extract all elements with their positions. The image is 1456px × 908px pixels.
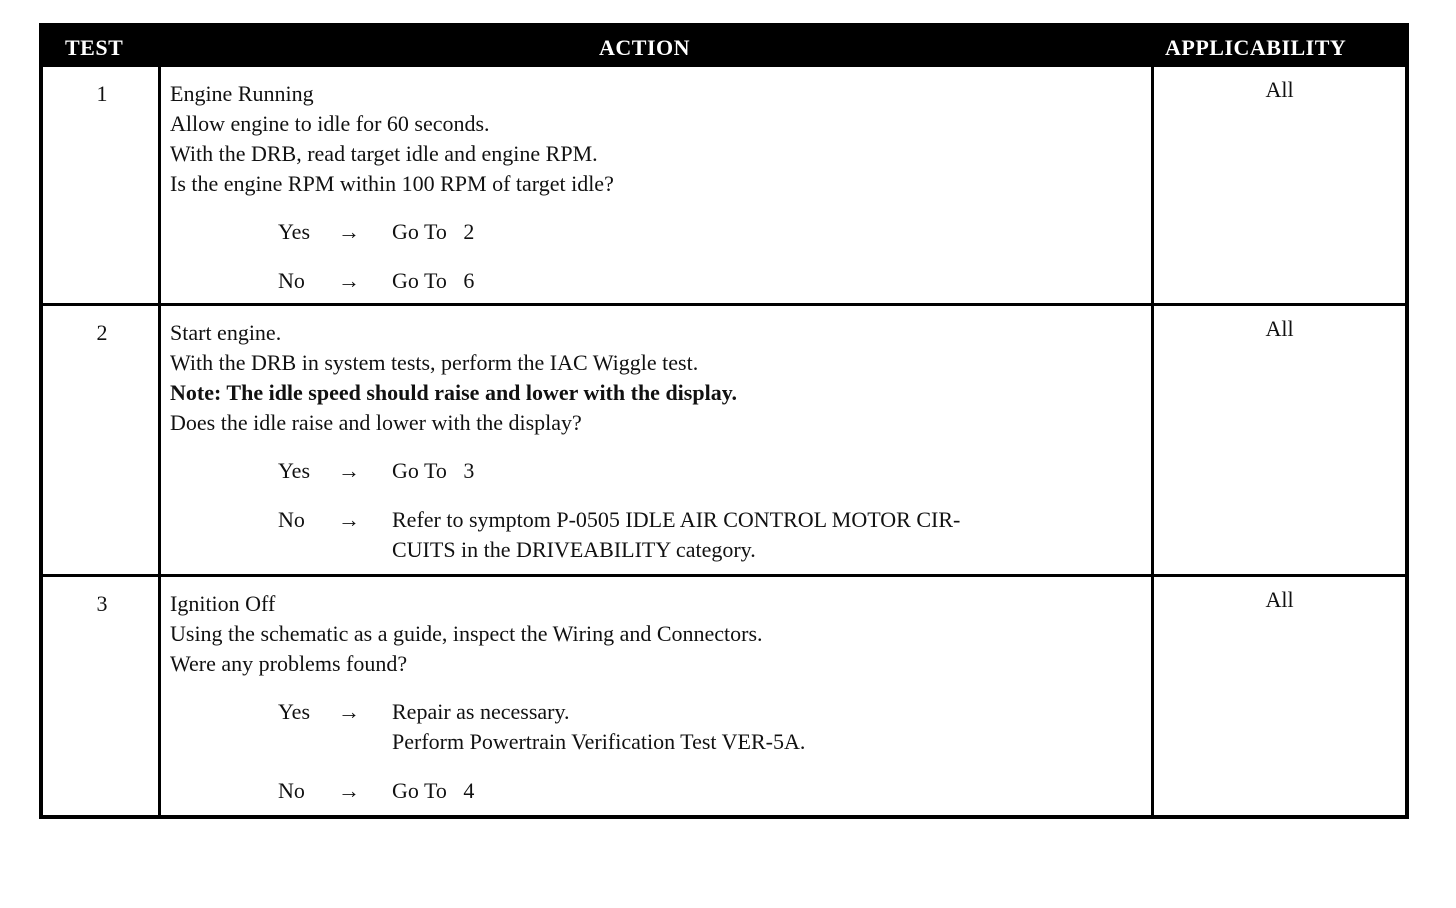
action-line: Using the schematic as a guide, inspect the Wiring and Connectors. [170, 621, 763, 646]
test-number: 1 [96, 81, 108, 106]
arrow-icon: → [338, 458, 360, 483]
arrow-icon: → [338, 219, 360, 244]
test-number: 2 [96, 320, 108, 345]
arrow-icon: → [338, 699, 360, 724]
result-text [392, 776, 1143, 806]
result-text-line: Go To 6 [392, 268, 475, 293]
result-list [170, 217, 1143, 296]
result-label: No [278, 268, 305, 293]
result-text-line: Refer to symptom P-0505 IDLE AIR CONTROL MOTOR CIR- [392, 507, 961, 532]
result-text-line: Go To 4 [392, 778, 475, 803]
result-item [278, 217, 1143, 247]
table-row [43, 67, 1405, 303]
result-label: No [278, 507, 305, 532]
result-label: No [278, 778, 305, 803]
result-text [392, 456, 1143, 486]
result-text-line: Go To 2 [392, 219, 475, 244]
note-text: Note: The idle speed should raise and lower with the display. [170, 380, 737, 405]
result-list [170, 456, 1143, 565]
applicability-value: All [1265, 316, 1294, 341]
result-text-line: Go To 3 [392, 458, 475, 483]
action-line: Ignition Off [170, 591, 276, 616]
arrow-icon: → [338, 778, 360, 803]
result-label: Yes [278, 699, 311, 724]
header-action: ACTION [599, 35, 691, 60]
action-line: Were any problems found? [170, 651, 408, 676]
action-cell [170, 318, 1143, 565]
result-label: Yes [278, 458, 311, 483]
result-text [392, 266, 1143, 296]
result-item [278, 776, 1143, 806]
table-row [43, 577, 1405, 819]
result-item [278, 456, 1143, 486]
result-text-line: Repair as necessary. [392, 699, 570, 724]
result-label: Yes [278, 219, 311, 244]
applicability-value: All [1265, 77, 1294, 102]
action-line: With the DRB, read target idle and engine RPM. [170, 141, 598, 166]
result-text-line: CUITS in the DRIVEABILITY category. [392, 537, 756, 562]
action-cell [170, 589, 1143, 806]
result-list [170, 697, 1143, 806]
table-header [43, 27, 1405, 67]
action-line: Start engine. [170, 320, 282, 345]
action-line: Allow engine to idle for 60 seconds. [170, 111, 490, 136]
action-line: With the DRB in system tests, perform the IAC Wiggle test. [170, 350, 699, 375]
result-text-line: Perform Powertrain Verification Test VER-5A. [392, 729, 806, 754]
header-applicability: APPLICABILITY [1165, 35, 1347, 60]
diagnostic-table [39, 23, 1409, 819]
result-text [392, 697, 1143, 757]
arrow-icon: → [338, 268, 360, 293]
result-text [392, 217, 1143, 247]
header-test: TEST [65, 35, 124, 60]
test-number: 3 [96, 591, 108, 616]
result-item [278, 505, 1143, 565]
action-line: Engine Running [170, 81, 314, 106]
applicability-value: All [1265, 587, 1294, 612]
action-cell [170, 79, 1143, 296]
action-line: Is the engine RPM within 100 RPM of target idle? [170, 171, 614, 196]
result-item [278, 697, 1143, 757]
result-text [392, 505, 1143, 565]
arrow-icon: → [338, 507, 360, 532]
action-question: Does the idle raise and lower with the display? [170, 410, 582, 435]
result-item [278, 266, 1143, 296]
table-row [43, 306, 1405, 574]
